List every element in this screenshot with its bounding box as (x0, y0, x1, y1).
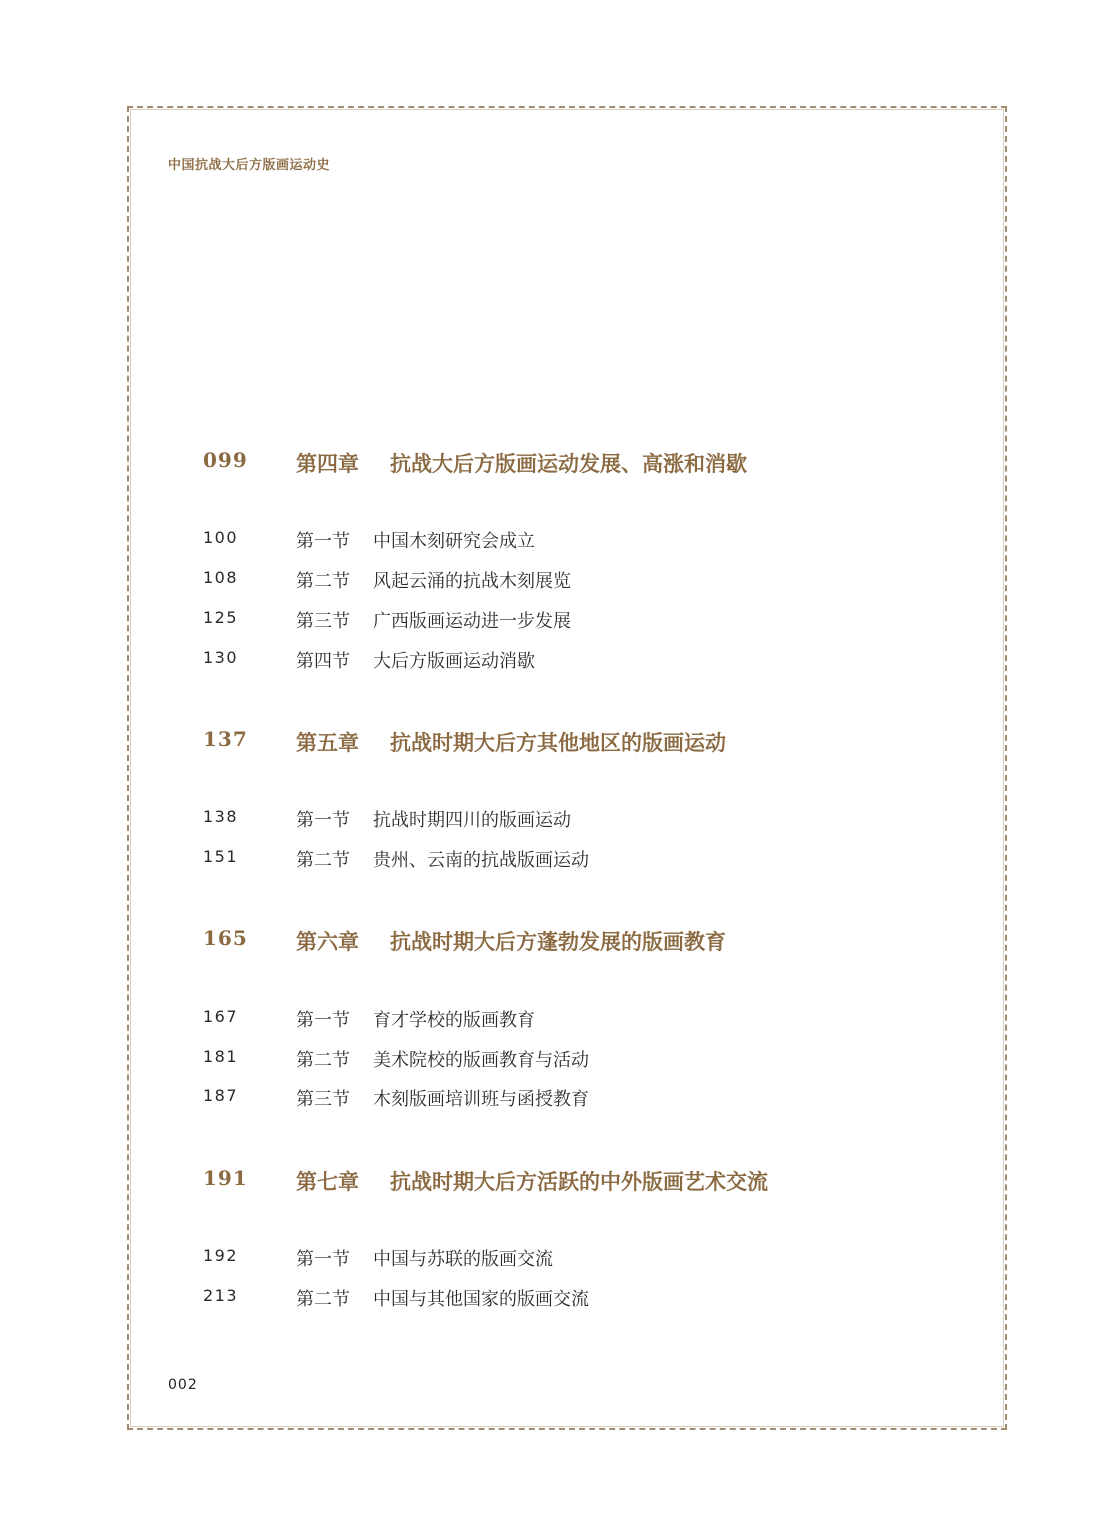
section-page-number: 151 (203, 847, 239, 866)
section-title: 育才学校的版画教育 (373, 1010, 535, 1031)
section-number: 第一节 (296, 531, 350, 552)
section-title: 中国木刻研究会成立 (373, 531, 535, 552)
section-page-number: 125 (203, 608, 239, 627)
section-page-number: 187 (203, 1086, 239, 1105)
section-page-number: 108 (203, 568, 239, 587)
chapter-title: 抗战时期大后方其他地区的版画运动 (390, 730, 726, 755)
chapter-title: 抗战大后方版画运动发展、高涨和消歇 (390, 451, 747, 476)
chapter-number: 第五章 (296, 730, 359, 755)
section-page-number: 100 (203, 528, 239, 547)
section-page-number: 192 (203, 1246, 239, 1265)
chapter-page-number: 099 (203, 448, 248, 472)
chapter-title: 抗战时期大后方活跃的中外版画艺术交流 (390, 1169, 768, 1194)
section-number: 第二节 (296, 571, 350, 592)
section-title: 木刻版画培训班与函授教育 (373, 1089, 589, 1110)
section-page-number: 167 (203, 1007, 239, 1026)
section-number: 第一节 (296, 810, 350, 831)
section-title: 抗战时期四川的版画运动 (373, 810, 571, 831)
chapter-page-number: 191 (203, 1166, 248, 1190)
chapter-number: 第四章 (296, 451, 359, 476)
chapter-page-number: 137 (203, 727, 248, 751)
section-page-number: 181 (203, 1047, 239, 1066)
section-number: 第二节 (296, 850, 350, 871)
section-page-number: 130 (203, 648, 239, 667)
section-title: 美术院校的版画教育与活动 (373, 1050, 589, 1071)
section-title: 大后方版画运动消歇 (373, 651, 535, 672)
section-title: 风起云涌的抗战木刻展览 (373, 571, 571, 592)
section-number: 第一节 (296, 1249, 350, 1270)
section-number: 第二节 (296, 1050, 350, 1071)
section-number: 第三节 (296, 1089, 350, 1110)
page-border-inner (130, 109, 1004, 1427)
section-title: 中国与其他国家的版画交流 (373, 1289, 589, 1310)
section-number: 第三节 (296, 611, 350, 632)
section-title: 广西版画运动进一步发展 (373, 611, 571, 632)
section-title: 中国与苏联的版画交流 (373, 1249, 553, 1270)
section-number: 第一节 (296, 1010, 350, 1031)
section-page-number: 138 (203, 807, 239, 826)
chapter-title: 抗战时期大后方蓬勃发展的版画教育 (390, 929, 726, 954)
section-number: 第四节 (296, 651, 350, 672)
page-number: 002 (168, 1377, 198, 1393)
section-page-number: 213 (203, 1286, 239, 1305)
running-head: 中国抗战大后方版画运动史 (168, 158, 331, 173)
chapter-number: 第七章 (296, 1169, 359, 1194)
section-number: 第二节 (296, 1289, 350, 1310)
section-title: 贵州、云南的抗战版画运动 (373, 850, 589, 871)
chapter-page-number: 165 (203, 926, 248, 950)
chapter-number: 第六章 (296, 929, 359, 954)
